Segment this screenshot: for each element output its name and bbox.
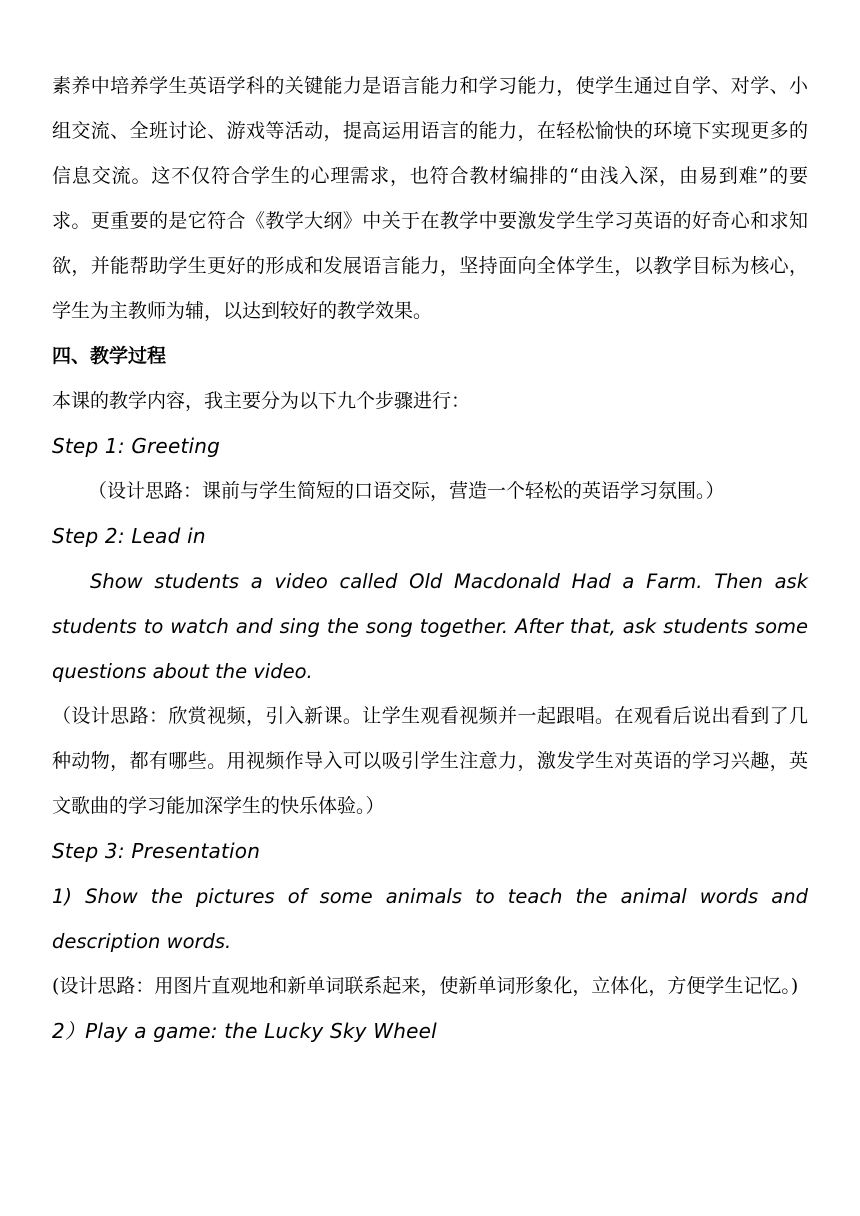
step2-title: Step 2: Lead in [52,524,206,548]
intro-paragraph: 素养中培养学生英语学科的关键能力是语言能力和学习能力，使学生通过自学、对学、小组交流、全班讨论、游戏等活动，提高运用语言的能力，在轻松愉快的环境下实现更多的信息交流。这不仅符合学生的心理需求，也符合教材编排的“由浅入深，由易到难”的要求。更重要的是它符合《教学大纲》中关于在教学中要激发学生学习英语的好奇心和求知欲，并能帮助学生更好的形成和发展语言能力，坚持面向全体学生，以教学目标为核心，学生为主教师为辅，以达到较好的教学效果。 [52,75,808,322]
document-page [52,64,808,1054]
section-intro: 本课的教学内容，我主要分为以下九个步骤进行： [52,390,471,412]
step2-design-note: （设计思路：欣赏视频，引入新课。让学生观看视频并一起跟唱。在观看后说出看到了几种动物，都有哪些。用视频作导入可以吸引学生注意力，激发学生对英语的学习兴趣，英文歌曲的学习能加深学生的快乐体验。） [52,705,808,817]
step3-title: Step 3: Presentation [52,839,261,863]
step3-item2: 2）Play a game: the Lucky Sky Wheel [52,1019,437,1043]
section-heading: 四、教学过程 [52,345,167,367]
step1-design-note: （设计思路：课前与学生简短的口语交际，营造一个轻松的英语学习氛围。） [88,480,725,502]
step1-title: Step 1: Greeting [52,434,221,458]
step3-item1-design-note: (设计思路：用图片直观地和新单词联系起来，使新单词形象化，立体化，方便学生记忆。) [52,975,799,997]
step3-item1: 1) Show the pictures of some animals to teach the animal words and description words. [52,885,808,953]
step2-text: Show students a video called Old Macdonald Had a Farm. Then ask students to watch and sing the song together. After that, ask students some questions about the video. [52,570,808,683]
